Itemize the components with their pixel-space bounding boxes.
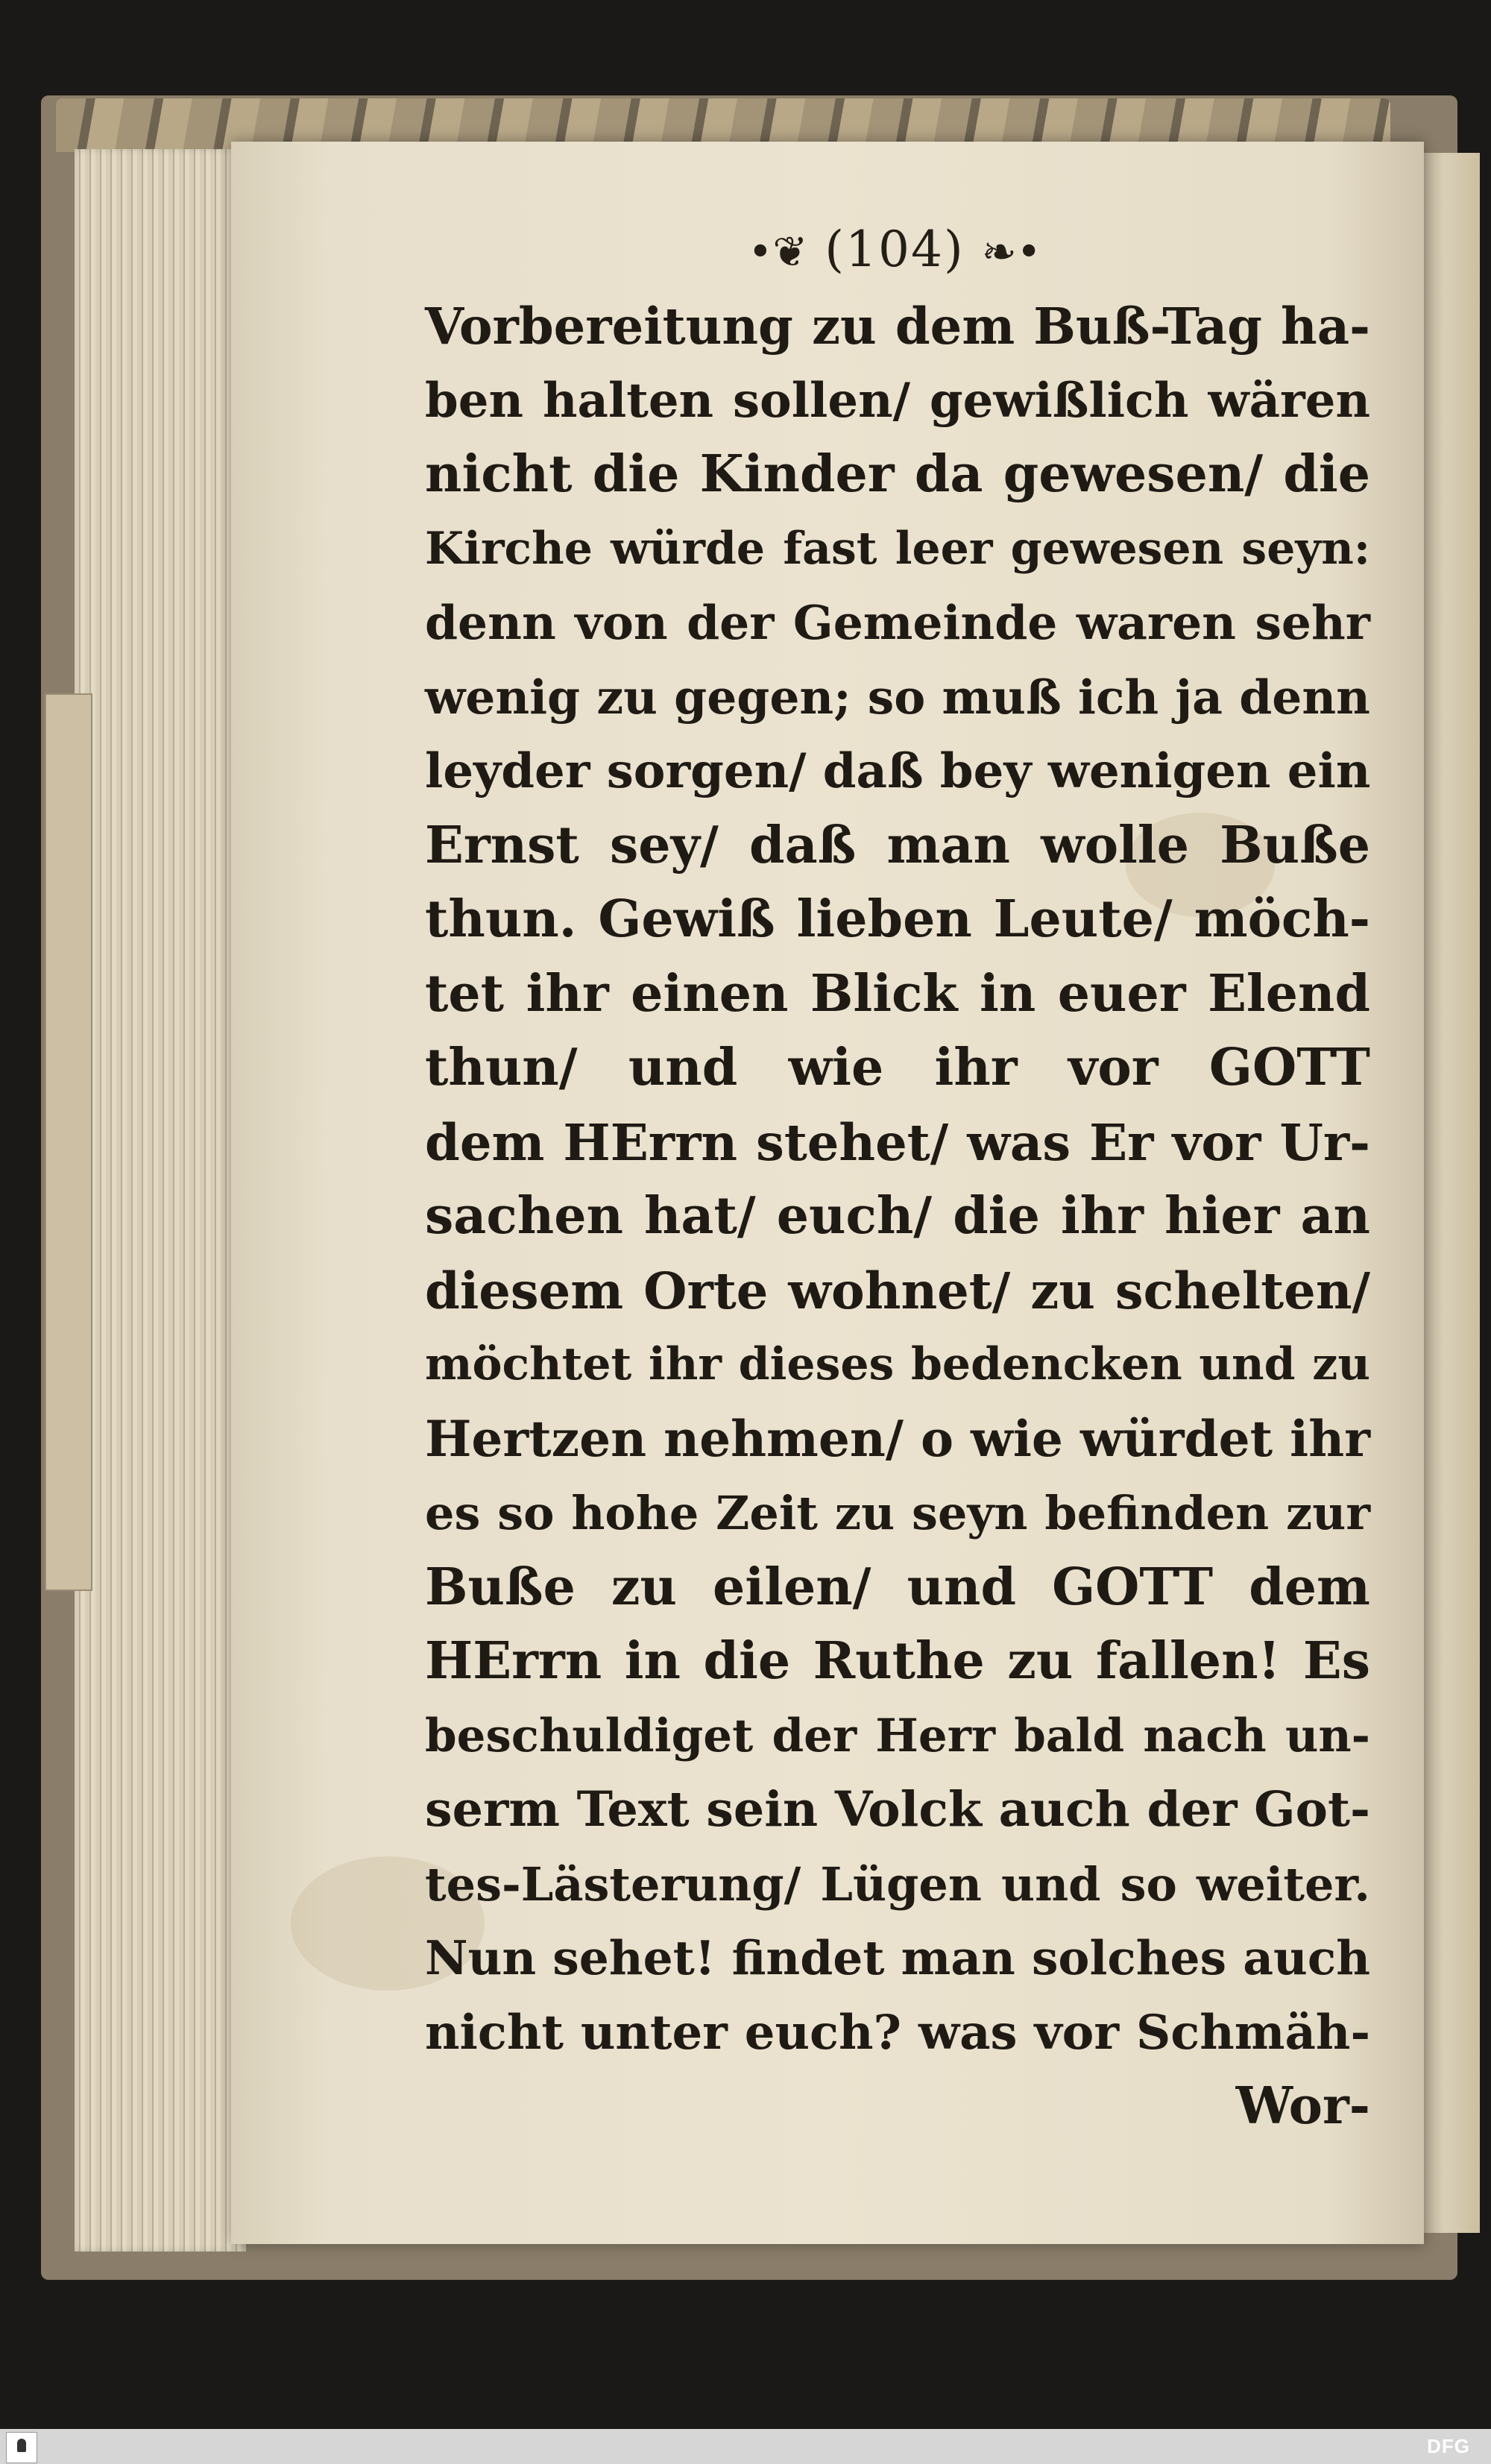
text-line: Buße zu eilen/ und GOTT dem [425,1557,1370,1617]
text-line: denn von der Gemeinde waren sehr [425,595,1370,650]
text-line: Kirche würde fast leer gewesen seyn: [425,522,1370,575]
page-fore-edge [75,149,246,2252]
text-line: Ernst sey/ daß man wolle Buße [425,815,1370,875]
text-line: sachen hat/ euch/ die ihr hier an [425,1186,1370,1246]
paper-tab [45,693,92,1591]
text-line: thun. Gewiß lieben Leute/ möch- [425,889,1370,949]
text-line: beschuldiget der Herr bald nach un- [425,1709,1370,1762]
ornament-right-icon: ❧• [981,228,1041,277]
text-line: nicht unter euch? was vor Schmäh- [425,2004,1370,2061]
text-line: ben halten sollen/ gewißlich wären [425,372,1370,429]
dfg-logo: DFG [1427,2435,1470,2457]
text-line: es so hohe Zeit zu seyn befinden zur [425,1486,1370,1540]
text-line: leyder sorgen/ daß bey wenigen ein [425,743,1371,799]
page-number: (104) [825,221,965,278]
text-line: möchtet ihr dieses bedencken und zu [425,1338,1370,1390]
catchword: Wor- [1235,2076,1370,2136]
text-line: HErrn in die Ruthe zu fallen! Es [425,1631,1370,1691]
text-line: wenig zu gegen; so muß ich ja denn [425,669,1370,725]
ornament-left-icon: •❦ [748,228,808,277]
text-line: diesem Orte wohnet/ zu schelten/ [425,1261,1370,1320]
text-line: Nun sehet! findet man solches auch [425,1930,1370,1985]
next-page-edge [1420,153,1480,2233]
text-line: Vorbereitung zu dem Buß-Tag ha- [425,297,1370,356]
library-logo-icon [6,2432,37,2463]
text-line: tes-Lästerung/ Lügen und so weiter. [425,1856,1370,1912]
page-text [425,289,1370,2144]
text-line: dem HErrn stehet/ was Er vor Ur- [425,1112,1370,1172]
text-line: Hertzen nehmen/ o wie würdet ihr [425,1409,1370,1468]
page-header [417,216,1372,286]
text-line: nicht die Kinder da gewesen/ die [425,444,1370,504]
text-line: thun/ und wie ihr vor GOTT [425,1038,1370,1097]
viewer-footer-bar [0,2429,1491,2464]
text-line: serm Text sein Volck auch der Got- [425,1781,1370,1838]
text-line: tet ihr einen Blick in euer Elend [425,963,1370,1024]
